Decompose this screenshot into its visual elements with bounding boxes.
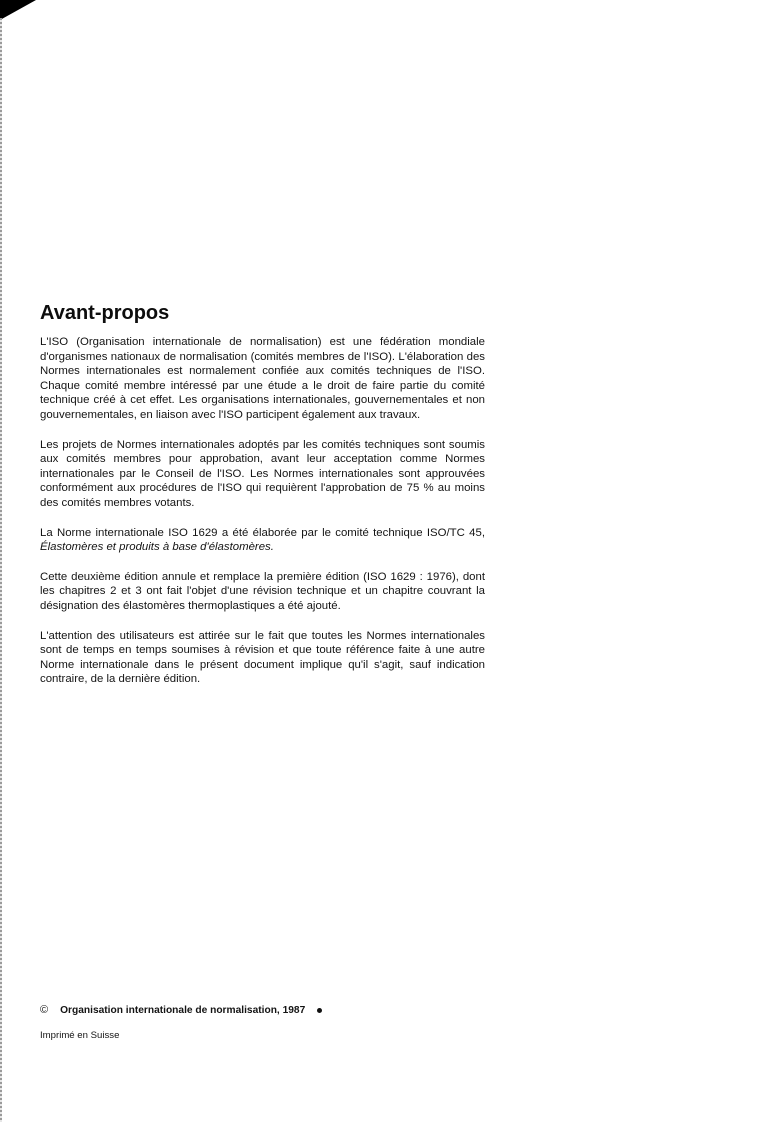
paragraph-edition: Cette deuxième édition annule et remplace la première édition (ISO 1629 : 1976), dont les chapitres 2 et 3 ont fait l'objet d'une révision technique et un chapitre couvrant la désignation des élastomères thermoplastiques a été ajouté. <box>40 570 485 612</box>
paragraph-committee <box>40 526 485 555</box>
copyright-line <box>40 1002 322 1018</box>
page-title: Avant-propos <box>40 302 170 324</box>
bullet-dot-icon <box>317 1008 322 1013</box>
page-corner-mark <box>0 0 36 20</box>
copyright-text: Organisation internationale de normalisation, 1987 <box>60 1004 306 1016</box>
page-footer <box>40 1002 322 1041</box>
paragraph-iso-intro: L'ISO (Organisation internationale de normalisation) est une fédération mondiale d'organismes nationaux de normalisation (comités membres de l'ISO). L'élaboration des Normes internationales est normalement confiée aux comités techniques de l'ISO. Chaque comité membre intéressé par une étude a le droit de faire partie du comité technique créé à cet effet. Les organisations internationales, gouvernementales et non gouvernementales, en liaison avec l'ISO participent également aux travaux. <box>40 336 485 421</box>
committee-title-italic: Élastomères et produits à base d'élastomères. <box>40 541 274 554</box>
paragraph-approval: Les projets de Normes internationales adoptés par les comités techniques sont soumis aux comités membres pour approbation, avant leur acceptation comme Normes internationales par le Conseil de l'ISO. Les Normes internationales sont approuvées conformément aux procédures de l'ISO qui requièrent l'approbation de 75 % au moins des comités membres votants. <box>40 438 485 509</box>
scan-edge-border <box>0 18 2 1122</box>
copyright-icon: © <box>40 1004 49 1016</box>
committee-text: La Norme internationale ISO 1629 a été élaborée par le comité technique ISO/TC 45, <box>40 526 485 539</box>
printed-in-text: Imprimé en Suisse <box>40 1030 120 1041</box>
paragraph-attention: L'attention des utilisateurs est attirée sur le fait que toutes les Normes internationales sont de temps en temps soumises à révision et que toute référence faite à une autre Norme internationale dans le présent document implique qu'il s'agit, sauf indication contraire, de la dernière édition. <box>40 629 485 686</box>
foreword-section <box>40 301 485 702</box>
